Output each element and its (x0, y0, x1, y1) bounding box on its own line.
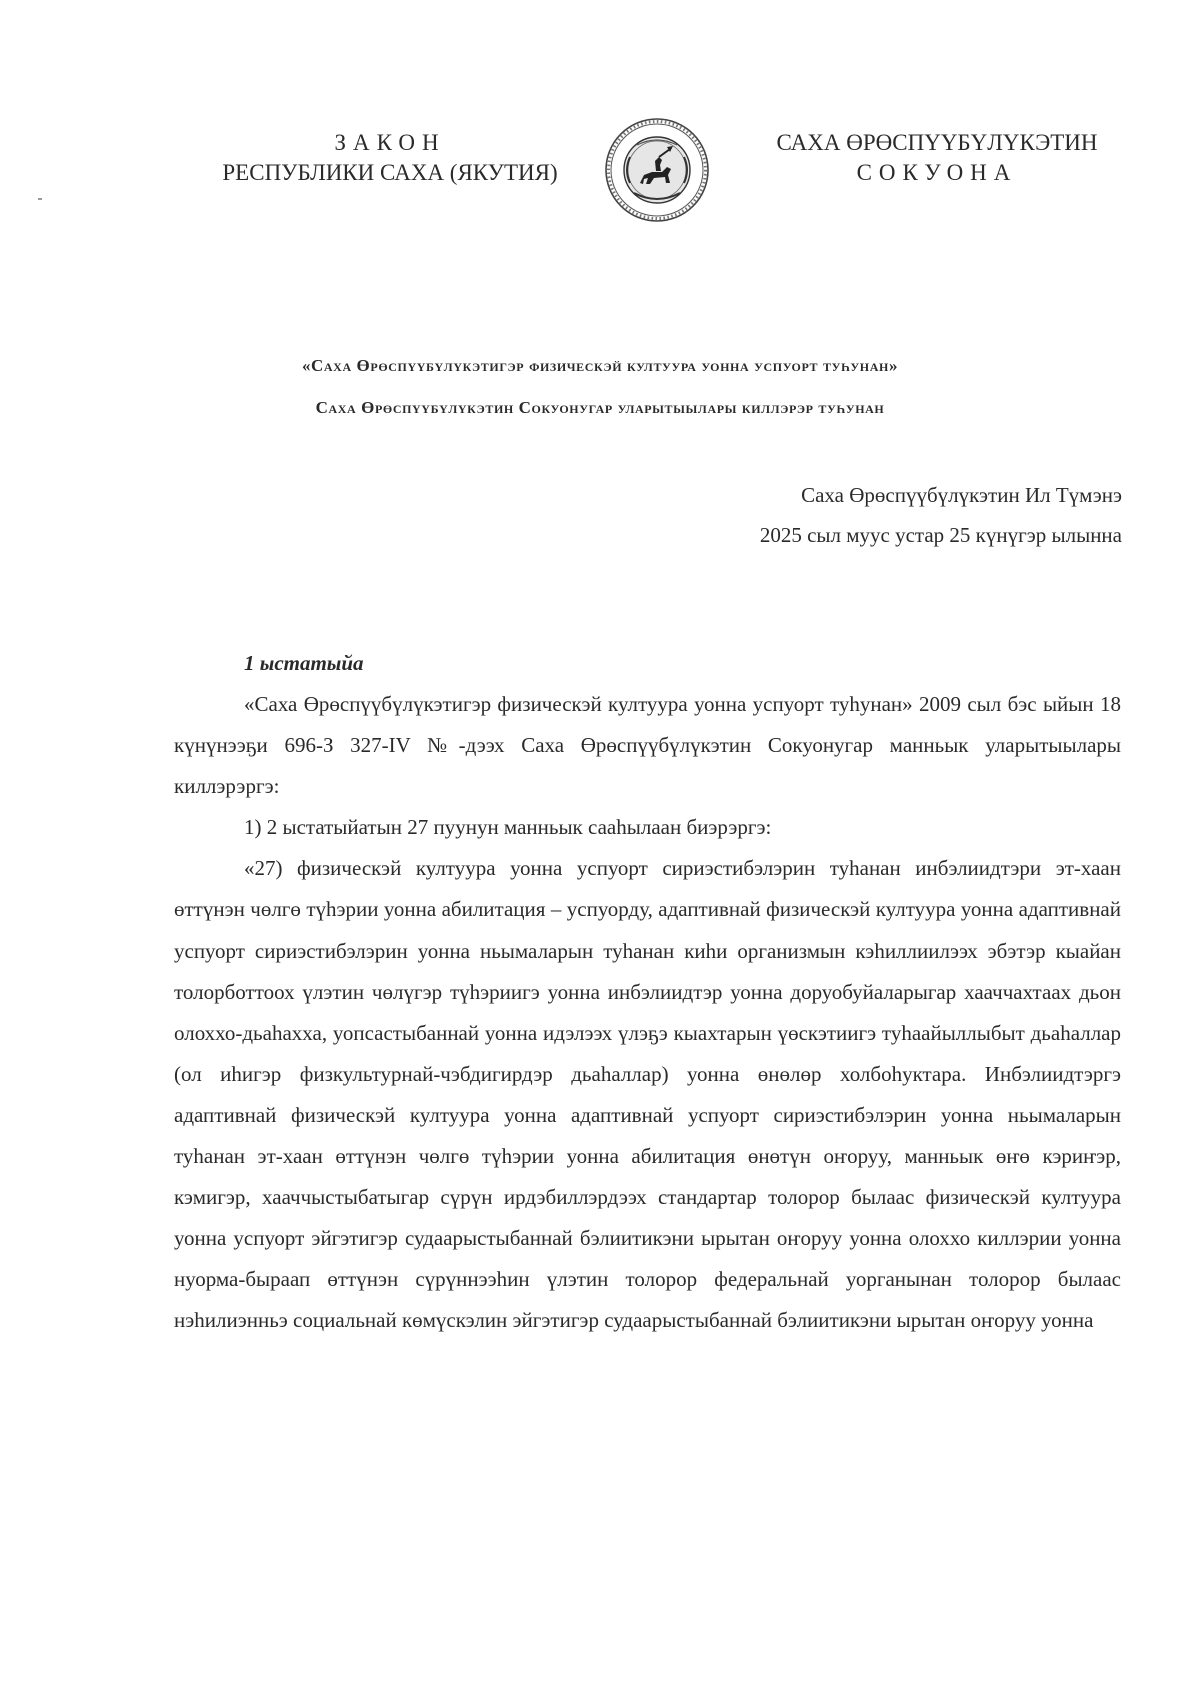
article-heading: 1 ыстатыйа (244, 651, 364, 675)
header-russian (200, 128, 580, 188)
emblem-icon (604, 117, 710, 223)
header-left-line2: РЕСПУБЛИКИ САХА (ЯКУТИЯ) (222, 160, 558, 185)
header-left-line1: ЗАКОН (334, 130, 446, 155)
article-item-text: «27) физическэй култуура уонна успуорт сириэстибэлэрин туһанан инбэлиидтэри эт-хаан өттүнэн чөлгө түһэрии уонна абилитация – успуорду, адаптивнай физическэй култуура уонна адаптивнай успуорт сириэстибэлэрин уонна ньымаларын туһанан киһи организмын кэһиллиилээх эбэтэр кыайан толорботтоох үлэтин чөлүгэр түһэриигэ уонна инбэлиидтэр уонна доруобуйаларыгар хааччахтаах дьон олоххо-дьаһахха, уопсастыбаннай уонна идэлээх үлэҕэ кыахтарын үөскэтиигэ туһаайыллыбыт дьаһаллар (ол иһигэр физкультурнай-чэбдигирдэр дьаһаллар) уонна өнөлөр холбоһуктара. Инбэлиидтэргэ адаптивнай физическэй култуура уонна адаптивнай успуорт сириэстибэлэрин уонна ньымаларын туһанан эт-хаан өттүнэн чөлгө түһэрии уонна абилитация өнөтүн оҥоруу, манньык өҥө кэриҥэр, кэмигэр, хааччыстыбатыгар сүрүн ирдэбиллэрдээх стандартар толорор былаас физическэй култуура уонна успуорт эйгэтигэр судаарыстыбаннай бэлиитикэни ырытан оҥоруу уонна олоххо киллэрии уонна нуорма-быраап өттүнэн сүрүннээһин үлэтин толорор федеральнай уорганынан толорор былаас нэһилиэнньэ социальнай көмүскэлин эйгэтигэр судаарыстыбаннай бэлиитикэни ырытан оҥоруу уонна (174, 856, 1121, 1333)
adopting-body: Саха Өрөспүүбүлүкэтин Ил Түмэнэ (801, 483, 1122, 507)
coat-of-arms-emblem (604, 117, 710, 223)
article-item: 1) 2 ыстатыйатын 27 пуунун манньык сааһылаан биэрэргэ: (244, 815, 772, 840)
header-right-line2: СОКУОНА (856, 160, 1018, 185)
header-right-line1: САХА ӨРӨСПҮҮБҮЛҮКЭТИН (776, 130, 1098, 155)
article-paragraph: «Саха Өрөспүүбүлүкэтигэр физическэй култуура уонна успуорт туһунан» 2009 сыл бэс ыйын 18 күнүнээҕи 696-З 327-IV №-дээх Саха Өрөспүүбүлүкэтин Сокуонугар манньык уларытыылары киллэрэргэ: (174, 692, 1121, 799)
header-sakha (752, 128, 1122, 188)
law-title-line1: «Саха Өрөспүүбүлүкэтигэр физическэй култуура уонна успуорт туһунан» (301, 356, 899, 375)
article-body (174, 684, 1121, 1342)
scan-speck (38, 198, 42, 200)
law-title-line2: Саха Өрөспүүбүлүкэтин Сокуонугар уларытыылары киллэрэр туһунан (315, 398, 885, 417)
adoption-date: 2025 сыл муус устар 25 күнүгэр ылынна (759, 523, 1122, 547)
